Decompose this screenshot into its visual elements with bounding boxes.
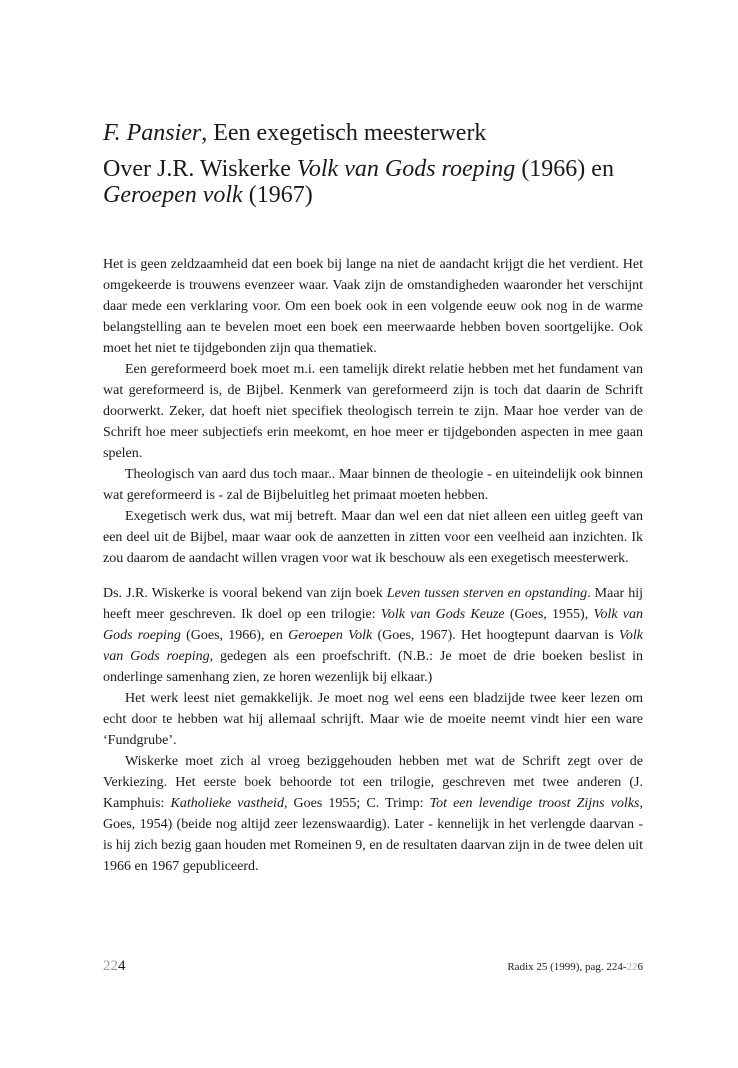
book-title: Tot een levendige troost Zijns volks [429,796,640,811]
book-title: Geroepen volk [103,182,243,208]
paragraph: Exegetisch werk dus, wat mij betreft. Maar dan wel een dat niet alleen een uitleg geeft van een deel uit de Bijbel, maar waar ook de aanzetten in zitten voor een veelheid aan inzichten. Ik zou daarom de aandacht willen vragen voor wat ik beschouw als een exegetisch meesterwerk. [103,509,643,566]
paragraph: Theologisch van aard dus toch maar.. Maar binnen de theologie - en uiteindelijk ook binnen wat gereformeerd is - zal de Bijbeluitleg het primaat moeten hebben. [103,467,643,503]
paragraph: Het werk leest niet gemakkelijk. Je moet nog wel eens een bladzijde twee keer lezen om echt door te hebben wat hij allemaal schrijft. Maar wie de moeite neemt vindt hier een ware ‘Fundgrube’. [103,691,643,748]
paragraph: Ds. J.R. Wiskerke is vooral bekend van zijn boek Leven tussen sterven en opstanding. Maar hij heeft meer geschreven. Ik doel op een trilogie: Volk van Gods Keuze (Goes, 1955), Volk van Gods roeping (Goes, 1966), en Geroepen Volk (Goes, 1967). Het hoogtepunt daarvan is Volk van Gods roeping, gedegen als een proefschrift. (N.B.: Je moet de drie boeken beslist in onderlinge samenhang zien, ze horen wezenlijk bij elkaar.) [103,586,644,685]
book-title: Katholieke vastheid [170,796,284,811]
subtitle-text: Over J.R. Wiskerke [103,156,297,182]
article-title [103,118,643,148]
article-body [103,254,643,877]
paragraph: Het is geen zeldzaamheid dat een boek bij lange na niet de aandacht krijgt die het verdient. Het omgekeerde is trouwens evenzeer waar. Vaak zijn de omstandigheden waaronder het verschijnt daar mede een verklaring voor. Om een boek ook in een volgende eeuw ook nog in de warme belangstelling aan te bevelen moet een boek een meerwaarde hebben boven soortgelijke. Ook moet het niet te tijdgebonden zijn qua thematiek. [103,257,643,356]
paragraph: Een gereformeerd boek moet m.i. een tamelijk direkt relatie hebben met het fundament van wat gereformeerd is, de Bijbel. Kenmerk van gereformeerd zijn is toch dat daarin de Schrift doorwerkt. Zeker, dat hoeft niet specifiek theologisch terrein te zijn. Maar hoe verder van de Schrift hoe meer subjectiefs erin meekomt, en hoe meer er tijdgebonden aspecten in mee gaan spelen. [103,362,643,461]
page-number: 224 [103,958,126,974]
book-title: Leven tussen sterven en opstanding [386,586,588,601]
page-footer [103,958,643,978]
book-title: Volk van Gods roeping [103,607,643,643]
paragraph: Wiskerke moet zich al vroeg beziggehouden hebben met wat de Schrift zegt over de Verkiezing. Het eerste boek behoorde tot een trilogie, geschreven met twee anderen (J. Kamphuis: Katholieke vastheid, Goes 1955; C. Trimp: Tot een levendige troost Zijns volks, Goes, 1954) (beide nog altijd zeer lezenswaardig). Later - kennelijk in het verlengde daarvan - is hij zich bezig gaan houden met Romeinen 9, en de resultaten daarvan zijn in de twee delen uit 1966 en 1967 gepubliceerd. [103,754,643,874]
subtitle-text: (1967) [242,182,313,208]
author-name: F. Pansier [103,120,202,146]
book-title: Volk van Gods roeping [296,156,516,182]
article [103,118,643,877]
book-title: Volk van Gods Keuze [380,607,505,622]
title-text: , Een exegetisch meesterwerk [201,120,487,146]
journal-citation: Radix 25 (1999), pag. 224-226 [507,961,643,973]
book-title: Volk van Gods roeping [103,628,643,664]
book-title: Geroepen Volk [288,628,373,643]
article-subtitle [103,156,643,208]
subtitle-text: (1966) en [515,156,614,182]
